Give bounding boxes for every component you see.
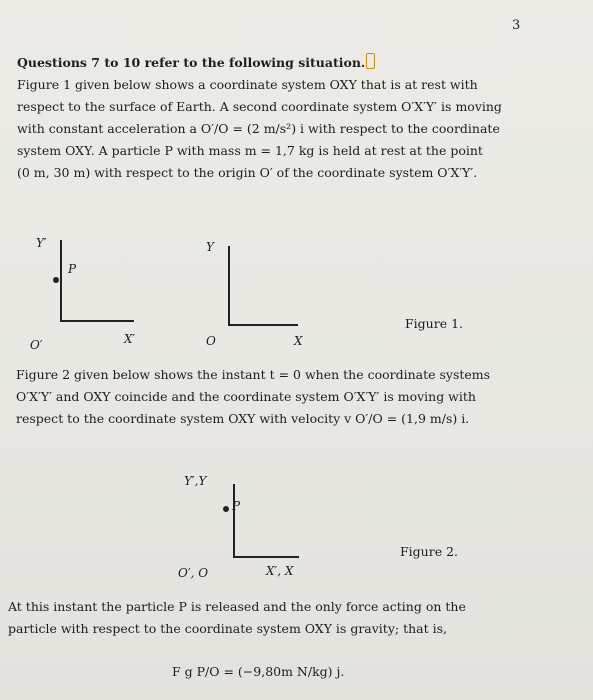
para1-line3: with constant acceleration a O′/O = (2 m/s²) i with respect to the coordinate	[17, 121, 500, 136]
figure2-caption: Figure 2.	[400, 544, 458, 559]
para1-line5: (0 m, 30 m) with respect to the origin O′ of the coordinate system O′X′Y′.	[17, 165, 478, 180]
para1-line2: respect to the surface of Earth. A second coordinate system O′X′Y′ is moving	[17, 99, 502, 114]
fig1-left-x-axis	[60, 320, 134, 322]
release-paragraph	[8, 596, 528, 640]
question-heading: Questions 7 to 10 refer to the following situation.	[17, 55, 366, 70]
fig1-right-y-axis	[228, 246, 230, 326]
fig1-particle-label: P	[68, 262, 77, 276]
fig2-x-label: X′, X	[266, 564, 294, 578]
fig2-x-axis	[233, 556, 299, 558]
para3-line1: At this instant the particle P is released and the only force acting on the	[8, 599, 466, 614]
intro-paragraph	[17, 52, 537, 184]
fig2-particle-dot	[223, 506, 229, 512]
fig1-left-y-label: Y′	[36, 236, 47, 250]
figure1-caption: Figure 1.	[405, 316, 463, 331]
para2-line1: Figure 2 given below shows the instant t = 0 when the coordinate systems	[16, 367, 491, 382]
fig1-left-y-axis	[60, 240, 62, 322]
fig1-right-origin-label: O	[206, 334, 216, 348]
fig1-left-x-label: X′	[124, 332, 136, 346]
gravity-force-equation: F g P/O = (−9,80m N/kg) j.	[172, 664, 345, 679]
heading-line	[17, 52, 537, 74]
para3-line2: particle with respect to the coordinate system OXY is gravity; that is,	[8, 621, 447, 636]
para1-line4: system OXY. A particle P with mass m = 1,7 kg is held at rest at the point	[17, 143, 483, 158]
fig1-right-x-axis	[228, 324, 298, 326]
page-number: 3	[512, 18, 521, 33]
figure2-paragraph	[16, 364, 536, 430]
fig1-right-y-label: Y	[206, 240, 214, 254]
fig1-particle-dot	[53, 277, 59, 283]
fig2-origin-label: O′, O	[178, 566, 209, 580]
para2-line2: O′X′Y′ and OXY coincide and the coordinate system O′X′Y′ is moving with	[16, 389, 476, 404]
text-cursor-icon	[366, 53, 375, 69]
fig2-y-label: Y′,Y	[184, 474, 207, 488]
fig1-left-origin-label: O′	[30, 338, 43, 352]
para2-line3: respect to the coordinate system OXY with velocity v O′/O = (1,9 m/s) i.	[16, 411, 470, 426]
fig2-y-axis	[233, 484, 235, 558]
fig2-particle-label: P	[232, 499, 241, 513]
fig1-right-x-label: X	[294, 334, 303, 348]
para1-line1: Figure 1 given below shows a coordinate system OXY that is at rest with	[17, 77, 478, 92]
